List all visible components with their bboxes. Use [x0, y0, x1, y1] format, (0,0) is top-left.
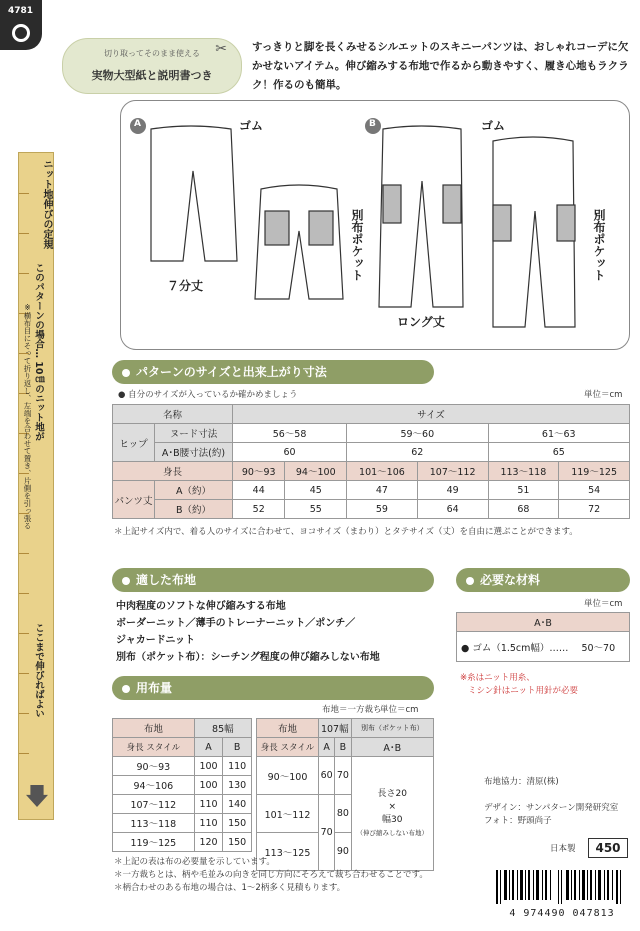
- a-val: 45: [285, 481, 347, 500]
- barcode: [492, 870, 632, 919]
- ab-hip-label: A･B腰寸法(約): [155, 443, 233, 462]
- scissors-icon: ✂: [215, 41, 227, 57]
- size-section-bar: [112, 360, 434, 384]
- nude-label: ヌード寸法: [155, 424, 233, 443]
- cut-tab-line1: 切り取ってそのまま使える: [104, 49, 200, 58]
- fabric-line: 別布（ポケット布）：シーチング程度の伸び縮みしない布地: [116, 652, 380, 663]
- barcode-bars: [492, 870, 632, 904]
- t2-b: 80: [335, 795, 351, 833]
- ruler-pattern-text: このパターンの場合… 10㎝のニット地が: [33, 263, 44, 442]
- ruler-note: ※横布目にそって折り返し、左端を合わせて置き、片側を引っ張る: [23, 303, 32, 530]
- illustration-box: [120, 100, 630, 350]
- ring-icon: [12, 24, 30, 42]
- a-val: 54: [559, 481, 630, 500]
- yardage-unit: 単位＝cm: [380, 705, 419, 715]
- height-label: 身長: [113, 462, 233, 481]
- ruler-title: ニット地伸びの定規: [41, 159, 52, 249]
- yardage-table-85: 布地 85幅 身長 スタイル A B 90〜93 100 110 94〜106 100 130 107〜112 110 140 113〜118 110 150 119〜125 120 150: [112, 718, 252, 852]
- yardage-table-107: 布地 107幅 別布（ポケット布） 身長 スタイル A B A･B 90〜100 60 70 長さ20 × 幅30 （伸び縮みしない布地） 101〜112 70 80 113〜125 90: [256, 718, 434, 871]
- b-label: B（約）: [155, 500, 233, 519]
- size-table: [112, 404, 630, 519]
- pants-illustration: [121, 101, 631, 351]
- b-pocket-label: 別布ポケット: [592, 209, 606, 281]
- t1-b: 130: [223, 776, 252, 795]
- a-val: 47: [347, 481, 418, 500]
- nude-val: 56〜58: [233, 424, 347, 443]
- height-val: 107〜112: [417, 462, 488, 481]
- size-unit: 単位＝cm: [584, 390, 623, 400]
- size-section-title: パターンのサイズと出来上がり寸法: [136, 365, 327, 379]
- t1-fabric-head: 布地: [113, 719, 195, 738]
- style-b-mark: B: [369, 119, 376, 129]
- size-footnote: ＊上記サイズ内で、着る人のサイズに合わせて、ヨコサイズ（まわり）とタテサイズ（丈）を自由に選ぶことができます。: [114, 527, 578, 537]
- t2-ab: A･B: [351, 738, 433, 757]
- t2-width: 107幅: [319, 719, 352, 738]
- t2-fabric-head: 布地: [257, 719, 319, 738]
- fabric-section-title: 適した布地: [136, 573, 197, 587]
- b-val: 52: [233, 500, 285, 519]
- yardage-footnotes: [114, 856, 444, 895]
- t1-a: 110: [194, 814, 223, 833]
- t2-b: 90: [335, 833, 351, 871]
- hip-label: ヒップ: [113, 424, 155, 462]
- credit-photo: フォト：野頭尚子: [484, 816, 552, 826]
- cut-tab: [62, 38, 242, 94]
- t1-height: 94〜106: [113, 776, 195, 795]
- t1-width: 85幅: [194, 719, 251, 738]
- b-val: 64: [417, 500, 488, 519]
- a-val: 51: [488, 481, 559, 500]
- a-gomu-label: ゴム: [239, 119, 264, 133]
- nude-val: 61〜63: [488, 424, 630, 443]
- ruler-stretch-text: ここまで伸びればよい: [33, 623, 44, 718]
- t1-b: 140: [223, 795, 252, 814]
- t2-betsu: 別布（ポケット布）: [351, 719, 433, 738]
- t2-height: 113〜125: [257, 833, 319, 871]
- credit-fabric: 布地協力：清原(株): [484, 777, 559, 787]
- ab-hip-val: 62: [347, 443, 488, 462]
- credit-design: デザイン：サンパターン開発研究室: [484, 803, 619, 813]
- t1-a: 120: [194, 833, 223, 852]
- t1-a: 110: [194, 795, 223, 814]
- a-val: 44: [233, 481, 285, 500]
- made-in: 日本製: [550, 844, 576, 854]
- product-code: 4781: [8, 6, 34, 16]
- a-length-label: ７分丈: [167, 279, 204, 293]
- height-val: 94〜100: [285, 462, 347, 481]
- materials-title: 必要な材料: [480, 573, 541, 587]
- ab-hip-val: 60: [233, 443, 347, 462]
- nude-val: 59〜60: [347, 424, 488, 443]
- fabric-list: [116, 598, 380, 666]
- fabric-main: 中肉程度のソフトな伸び縮みする布地: [116, 601, 286, 612]
- barcode-number: 4 974490 047813: [509, 908, 615, 919]
- t1-b: 150: [223, 814, 252, 833]
- fabric-line: ボーダーニット／薄手のトレーナーニット／ポンチ／: [116, 618, 356, 629]
- t1-a: 100: [194, 757, 223, 776]
- b-val: 59: [347, 500, 418, 519]
- yardage-note: 布地＝一方裁ち: [322, 705, 382, 715]
- yardage-foot: ＊柄合わせのある布地の場合は、1〜2柄多く見積もります。: [114, 883, 346, 893]
- t2-a: 60: [319, 757, 335, 795]
- t1-height: 107〜112: [113, 795, 195, 814]
- fabric-line: ジャカードニット: [116, 635, 195, 646]
- t2-b: 70: [335, 757, 351, 795]
- height-val: 101〜106: [347, 462, 418, 481]
- knit-stretch-ruler: [18, 152, 54, 820]
- t1-style-head: 身長 スタイル: [113, 738, 195, 757]
- materials-unit: 単位＝cm: [584, 599, 623, 609]
- size-h-name: 名称: [113, 405, 233, 424]
- t2-a: 70: [319, 795, 335, 871]
- t1-height: 113〜118: [113, 814, 195, 833]
- height-val: 90〜93: [233, 462, 285, 481]
- t2-style-head: 身長 スタイル: [257, 738, 319, 757]
- materials-note-1: ※糸はニット用糸、: [460, 673, 535, 683]
- a-val: 49: [417, 481, 488, 500]
- size-note: ● 自分のサイズが入っているか確かめましょう: [118, 390, 298, 400]
- intro-text: すっきりと脚を長くみせるシルエットのスキニーパンツは、おしゃれコーデに欠かせないアイテム。伸び縮みする布地で作るから動きやすく、履き心地もラクラク！作るのも簡単。: [252, 41, 629, 91]
- t1-b: 150: [223, 833, 252, 852]
- b-gomu-label: ゴム: [481, 119, 506, 133]
- materials-header: A･B: [457, 613, 630, 632]
- b-val: 68: [488, 500, 559, 519]
- materials-table: [456, 612, 630, 662]
- materials-note-2: ミシン針はニット用針が必要: [468, 686, 578, 696]
- ab-hip-val: 65: [488, 443, 630, 462]
- b-val: 72: [559, 500, 630, 519]
- arrow-down-icon: [26, 785, 48, 807]
- height-val: 113〜118: [488, 462, 559, 481]
- style-a-mark: A: [134, 119, 141, 129]
- yardage-bar: [112, 676, 434, 700]
- b-length-label: ロング丈: [397, 315, 445, 329]
- b-val: 55: [285, 500, 347, 519]
- size-h-size: サイズ: [233, 405, 630, 424]
- yardage-foot: ＊上記の表は布の必要量を示しています。: [114, 857, 275, 867]
- price-box: 450: [588, 838, 628, 858]
- t2-height: 101〜112: [257, 795, 319, 833]
- cut-tab-line2: 実物大型紙と説明書つき: [91, 69, 213, 82]
- product-code-tab: [0, 0, 42, 50]
- t1-height: 119〜125: [113, 833, 195, 852]
- pants-length-label: パンツ丈: [113, 481, 155, 519]
- t1-a: 100: [194, 776, 223, 795]
- a-label: A（約）: [155, 481, 233, 500]
- yardage-title: 用布量: [136, 681, 173, 695]
- t1-b: 110: [223, 757, 252, 776]
- t2-pocket: 長さ20 × 幅30 （伸び縮みしない布地）: [351, 757, 433, 871]
- height-val: 119〜125: [559, 462, 630, 481]
- t1-height: 90〜93: [113, 757, 195, 776]
- materials-row: ● ゴム（1.5cm幅）…… 50〜70: [457, 632, 630, 662]
- fabric-section-bar: [112, 568, 434, 592]
- materials-bar: [456, 568, 630, 592]
- t2-height: 90〜100: [257, 757, 319, 795]
- a-pocket-label: 別布ポケット: [350, 209, 364, 281]
- yardage-foot: ＊一方裁ちとは、柄や毛並みの向きを同じ方向にそろえて裁ち合わせることです。: [114, 870, 428, 880]
